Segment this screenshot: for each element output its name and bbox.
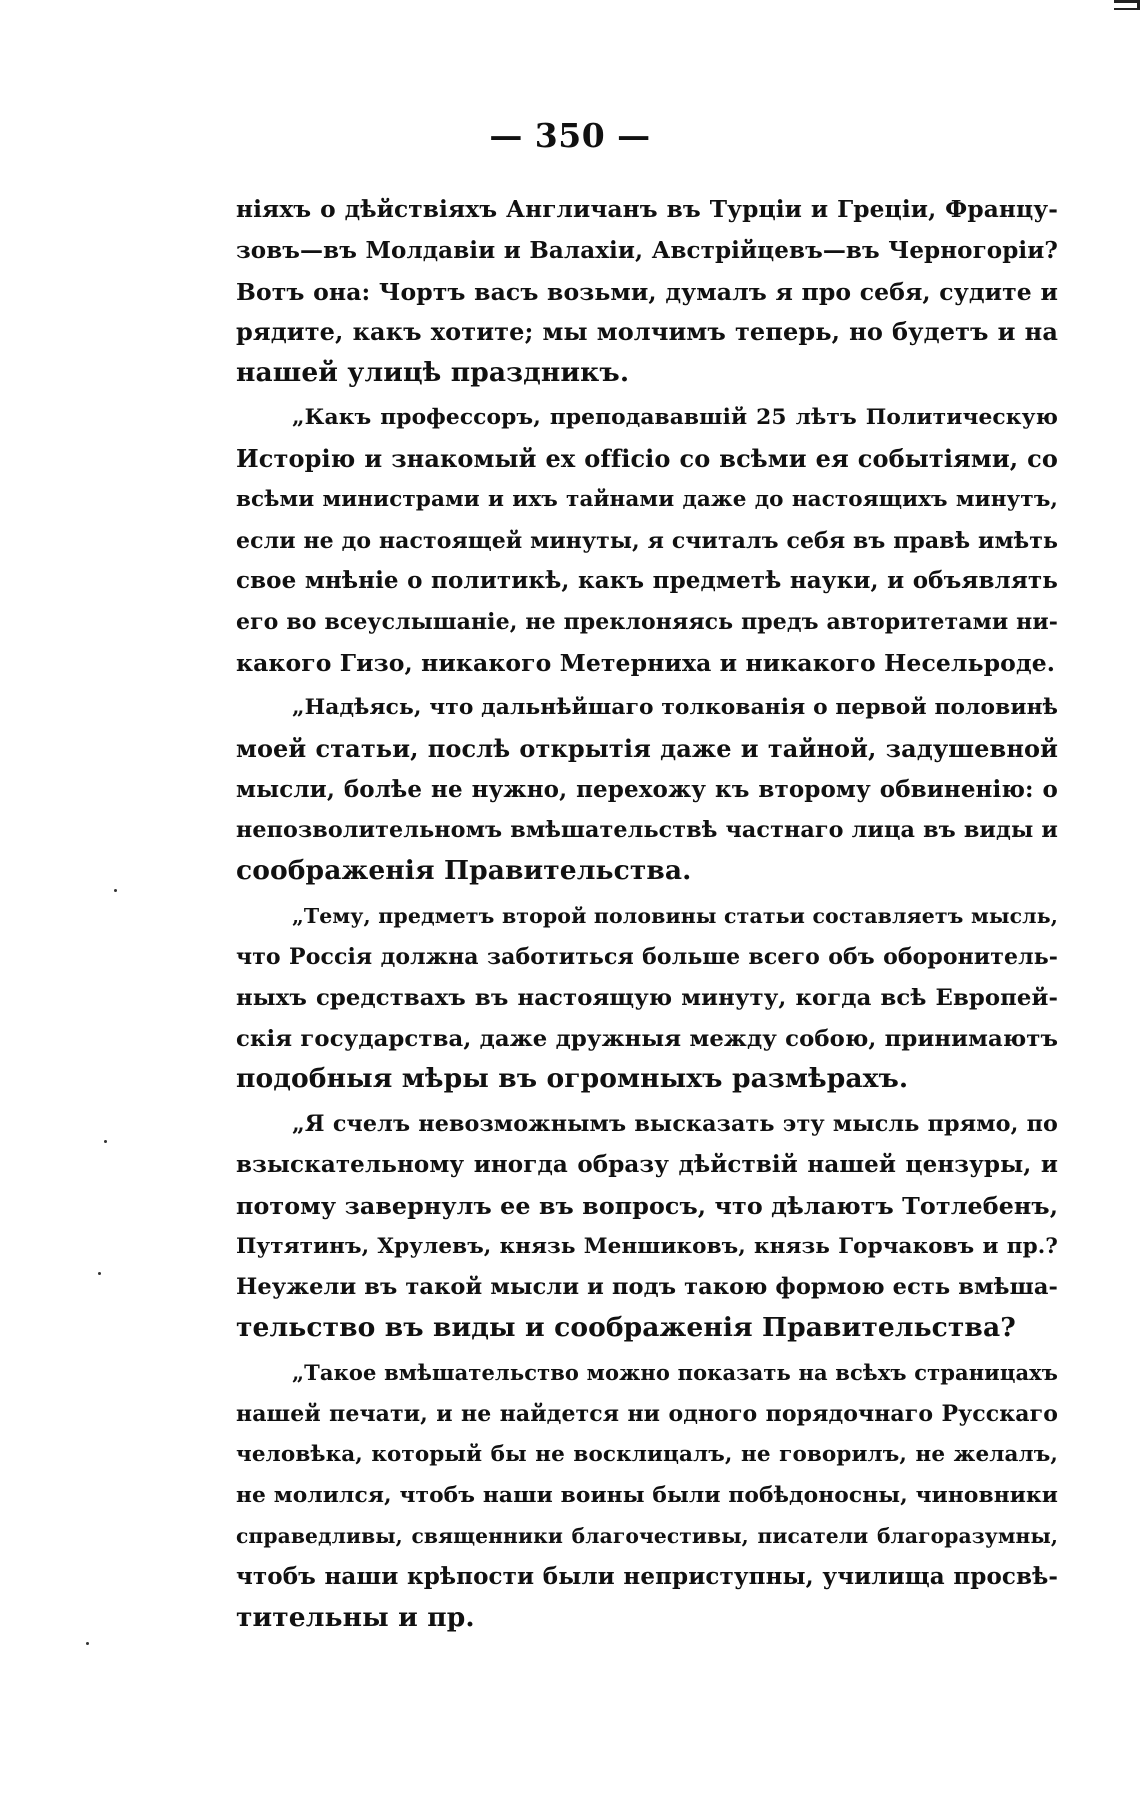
scan-speck — [114, 889, 117, 892]
page-body-text — [236, 190, 1058, 1643]
text-line: тительны и пр. — [236, 1602, 475, 1634]
text-line: моей статьи, послѣ открытія даже и тайной, задушевной — [236, 733, 1058, 763]
text-line: нашей печати, и не найдется ни одного порядочнаго Русскаго — [236, 1401, 1058, 1428]
text-line: Неужели въ такой мысли и подъ такою формою есть вмѣша- — [236, 1274, 1058, 1301]
scan-corner-mark — [1114, 0, 1140, 10]
text-line: что Россія должна заботиться больше всего объ оборонитель- — [236, 943, 1058, 970]
text-line: всѣми министрами и ихъ тайнами даже до настоящихъ минутъ, — [236, 486, 1058, 512]
text-line: если не до настоящей минуты, я считалъ себя въ правѣ имѣть — [236, 527, 1058, 554]
text-line: соображенія Правительства. — [236, 855, 692, 887]
text-line: свое мнѣніе о политикѣ, какъ предметѣ науки, и объявлять — [236, 567, 1058, 595]
text-line: его во всеуслышаніе, не преклоняясь предъ авторитетами ни- — [236, 609, 1058, 636]
page-number: — 350 — — [489, 116, 651, 155]
text-line: „Тему, предметъ второй половины статьи составляетъ мысль, — [292, 904, 1058, 929]
paragraph — [236, 1104, 1058, 1349]
text-line: „Такое вмѣшательство можно показать на всѣхъ страницахъ — [292, 1360, 1058, 1386]
text-line: „Надѣясь, что дальнѣйшаго толкованія о первой половинѣ — [292, 694, 1058, 720]
paragraph — [236, 896, 1058, 1100]
text-line: нашей улицѣ праздникъ. — [236, 357, 630, 389]
scan-speck — [86, 1642, 89, 1645]
text-line: зовъ—въ Молдавіи и Валахіи, Австрійцевъ—въ Черногоріи? — [236, 236, 1058, 264]
text-line: ныхъ средствахъ въ настоящую минуту, когда всѣ Европей- — [236, 984, 1058, 1011]
paragraph — [236, 190, 1058, 394]
paragraph — [236, 398, 1058, 684]
text-line: потому завернулъ ее въ вопросъ, что дѣлаютъ Тотлебенъ, — [236, 1191, 1059, 1220]
text-line: скія государства, даже дружныя между собою, принимаютъ — [236, 1025, 1058, 1052]
text-line: не молился, чтобъ наши воины были побѣдоносны, чиновники — [236, 1482, 1058, 1508]
text-line: мысли, болѣе не нужно, перехожу къ второму обвиненію: о — [236, 775, 1058, 803]
text-line: ніяхъ о дѣйствіяхъ Англичанъ въ Турціи и Греціи, Францу- — [236, 196, 1058, 223]
paragraph — [236, 688, 1058, 892]
text-line: человѣка, который бы не восклицалъ, не говорилъ, не желалъ, — [236, 1441, 1058, 1467]
text-line: взыскательному иногда образу дѣйствій нашей цензуры, и — [236, 1151, 1058, 1179]
text-line: Исторію и знакомый ex officio со всѣми ея событіями, со — [236, 443, 1058, 473]
text-line: справедливы, священники благочестивы, писатели благоразумны, — [236, 1524, 1058, 1549]
text-line: Путятинъ, Хрулевъ, князь Меншиковъ, князь Горчаковъ и пр.? — [236, 1233, 1058, 1259]
text-line: „Какъ профессоръ, преподававшій 25 лѣтъ Политическую — [292, 405, 1058, 431]
text-line: рядите, какъ хотите; мы молчимъ теперь, но будетъ и на — [236, 317, 1058, 347]
text-line: „Я счелъ невозможнымъ высказать эту мысль прямо, по — [292, 1111, 1058, 1138]
scan-speck — [104, 1140, 107, 1143]
text-line: Вотъ она: Чортъ васъ возьми, думалъ я про себя, судите и — [236, 277, 1058, 306]
paragraph — [236, 1353, 1058, 1639]
text-line: подобныя мѣры въ огромныхъ размѣрахъ. — [236, 1063, 909, 1095]
scan-speck — [98, 1272, 101, 1275]
text-line: чтобъ наши крѣпости были неприступны, училища просвѣ- — [236, 1563, 1058, 1591]
text-line: непозволительномъ вмѣшательствѣ частнаго лица въ виды и — [236, 817, 1058, 844]
text-line: какого Гизо, никакого Метерниха и никакого Несельроде. — [236, 648, 1056, 677]
text-line: тельство въ виды и соображенія Правительства? — [236, 1312, 1016, 1344]
